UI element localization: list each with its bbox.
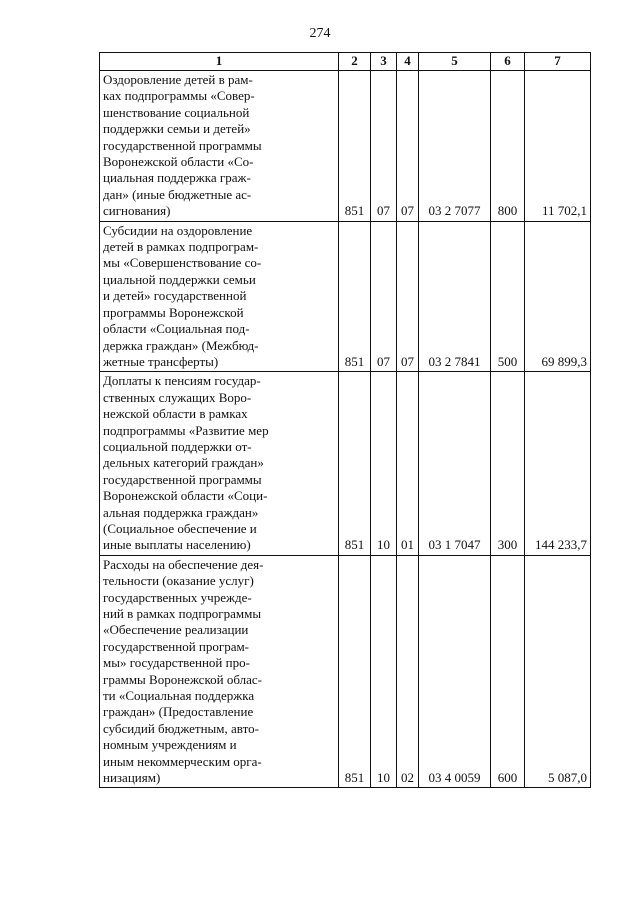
- table-row: [100, 372, 591, 555]
- header-col-3: 3: [371, 53, 397, 71]
- subsection-code: 02: [397, 555, 419, 788]
- description-line: Расходы на обеспечение дея-: [103, 556, 264, 572]
- ministry-code: 851: [339, 555, 371, 788]
- description-line: шенствование социальной: [103, 104, 250, 120]
- expense-type-code: 300: [491, 372, 525, 555]
- description-line: социальной поддержки от-: [103, 438, 252, 454]
- target-code: 03 1 7047: [419, 372, 491, 555]
- amount: 11 702,1: [525, 71, 591, 222]
- description-line: детей в рамках подпрограм-: [103, 239, 259, 255]
- description-line: циальная поддержка граж-: [103, 170, 251, 186]
- description-line: мы «Совершенствование со-: [103, 255, 262, 271]
- description-line: тельности (оказание услуг): [103, 573, 254, 589]
- description-line: нежской области в рамках: [103, 406, 248, 422]
- header-col-6: 6: [491, 53, 525, 71]
- ministry-code: 851: [339, 221, 371, 372]
- description-line: области «Социальная под-: [103, 321, 250, 337]
- description-line: подпрограммы «Развитие мер: [103, 422, 269, 438]
- subsection-code: 01: [397, 372, 419, 555]
- description-line: ний в рамках подпрограммы: [103, 606, 262, 621]
- description-line: мы» государственной про-: [103, 655, 250, 671]
- description-line: ти «Социальная поддержка: [103, 688, 255, 704]
- description-line: субсидий бюджетным, авто-: [103, 720, 259, 736]
- description-line: программы Воронежской: [103, 304, 244, 320]
- expense-type-code: 500: [491, 221, 525, 372]
- subsection-code: 07: [397, 221, 419, 372]
- description-line: Доплаты к пенсиям государ-: [103, 373, 261, 389]
- header-col-4: 4: [397, 53, 419, 71]
- row-description: [100, 221, 339, 372]
- header-row: [100, 53, 591, 71]
- description-line: циальной поддержки семьи: [103, 271, 256, 287]
- description-line: государственных учрежде-: [103, 589, 252, 605]
- header-col-2: 2: [339, 53, 371, 71]
- description-line: государственной програм-: [103, 638, 250, 654]
- description-line: дельных категорий граждан»: [103, 455, 264, 471]
- description-line: Воронежской области «Со-: [103, 154, 254, 170]
- description-line: граждан» (Предоставление: [103, 704, 254, 720]
- amount: 144 233,7: [525, 372, 591, 555]
- table-row: [100, 555, 591, 788]
- description-line: граммы Воронежской облас-: [103, 671, 262, 687]
- description-line: сигнования): [103, 203, 171, 219]
- expense-type-code: 600: [491, 555, 525, 788]
- row-description: [100, 555, 339, 788]
- header-col-7: 7: [525, 53, 591, 71]
- ministry-code: 851: [339, 372, 371, 555]
- description-line: Субсидии на оздоровление: [103, 222, 253, 238]
- description-line: (Социальное обеспечение и: [103, 520, 257, 536]
- subsection-code: 07: [397, 71, 419, 222]
- amount: 5 087,0: [525, 555, 591, 788]
- description-line: Оздоровление детей в рам-: [103, 72, 253, 87]
- row-description: [100, 71, 339, 222]
- description-line: иные выплаты населению): [103, 537, 251, 553]
- description-line: государственной программы: [103, 137, 262, 153]
- description-line: иным некоммерческим орга-: [103, 753, 262, 769]
- table-row: [100, 221, 591, 372]
- section-code: 10: [371, 372, 397, 555]
- budget-table: [99, 52, 591, 788]
- description-line: дан» (иные бюджетные ас-: [103, 186, 252, 202]
- description-line: Воронежской области «Соци-: [103, 488, 268, 504]
- section-code: 07: [371, 221, 397, 372]
- description-line: и детей» государственной: [103, 288, 247, 304]
- expense-type-code: 800: [491, 71, 525, 222]
- target-code: 03 2 7077: [419, 71, 491, 222]
- ministry-code: 851: [339, 71, 371, 222]
- description-line: ственных служащих Воро-: [103, 389, 252, 405]
- description-line: государственной программы: [103, 471, 262, 487]
- row-description: [100, 372, 339, 555]
- target-code: 03 2 7841: [419, 221, 491, 372]
- section-code: 07: [371, 71, 397, 222]
- table-row: [100, 71, 591, 222]
- description-line: номным учреждениям и: [103, 737, 237, 753]
- target-code: 03 4 0059: [419, 555, 491, 788]
- page-number: 274: [309, 26, 331, 41]
- description-line: ках подпрограммы «Совер-: [103, 88, 255, 104]
- description-line: держка граждан» (Межбюд-: [103, 337, 259, 353]
- description-line: «Обеспечение реализации: [103, 622, 249, 638]
- section-code: 10: [371, 555, 397, 788]
- header-col-5: 5: [419, 53, 491, 71]
- description-line: альная поддержка граждан»: [103, 504, 259, 520]
- description-line: жетные трансферты): [103, 353, 219, 369]
- amount: 69 899,3: [525, 221, 591, 372]
- header-col-1: 1: [100, 53, 339, 71]
- description-line: низациям): [103, 770, 161, 786]
- description-line: поддержки семьи и детей»: [103, 121, 251, 137]
